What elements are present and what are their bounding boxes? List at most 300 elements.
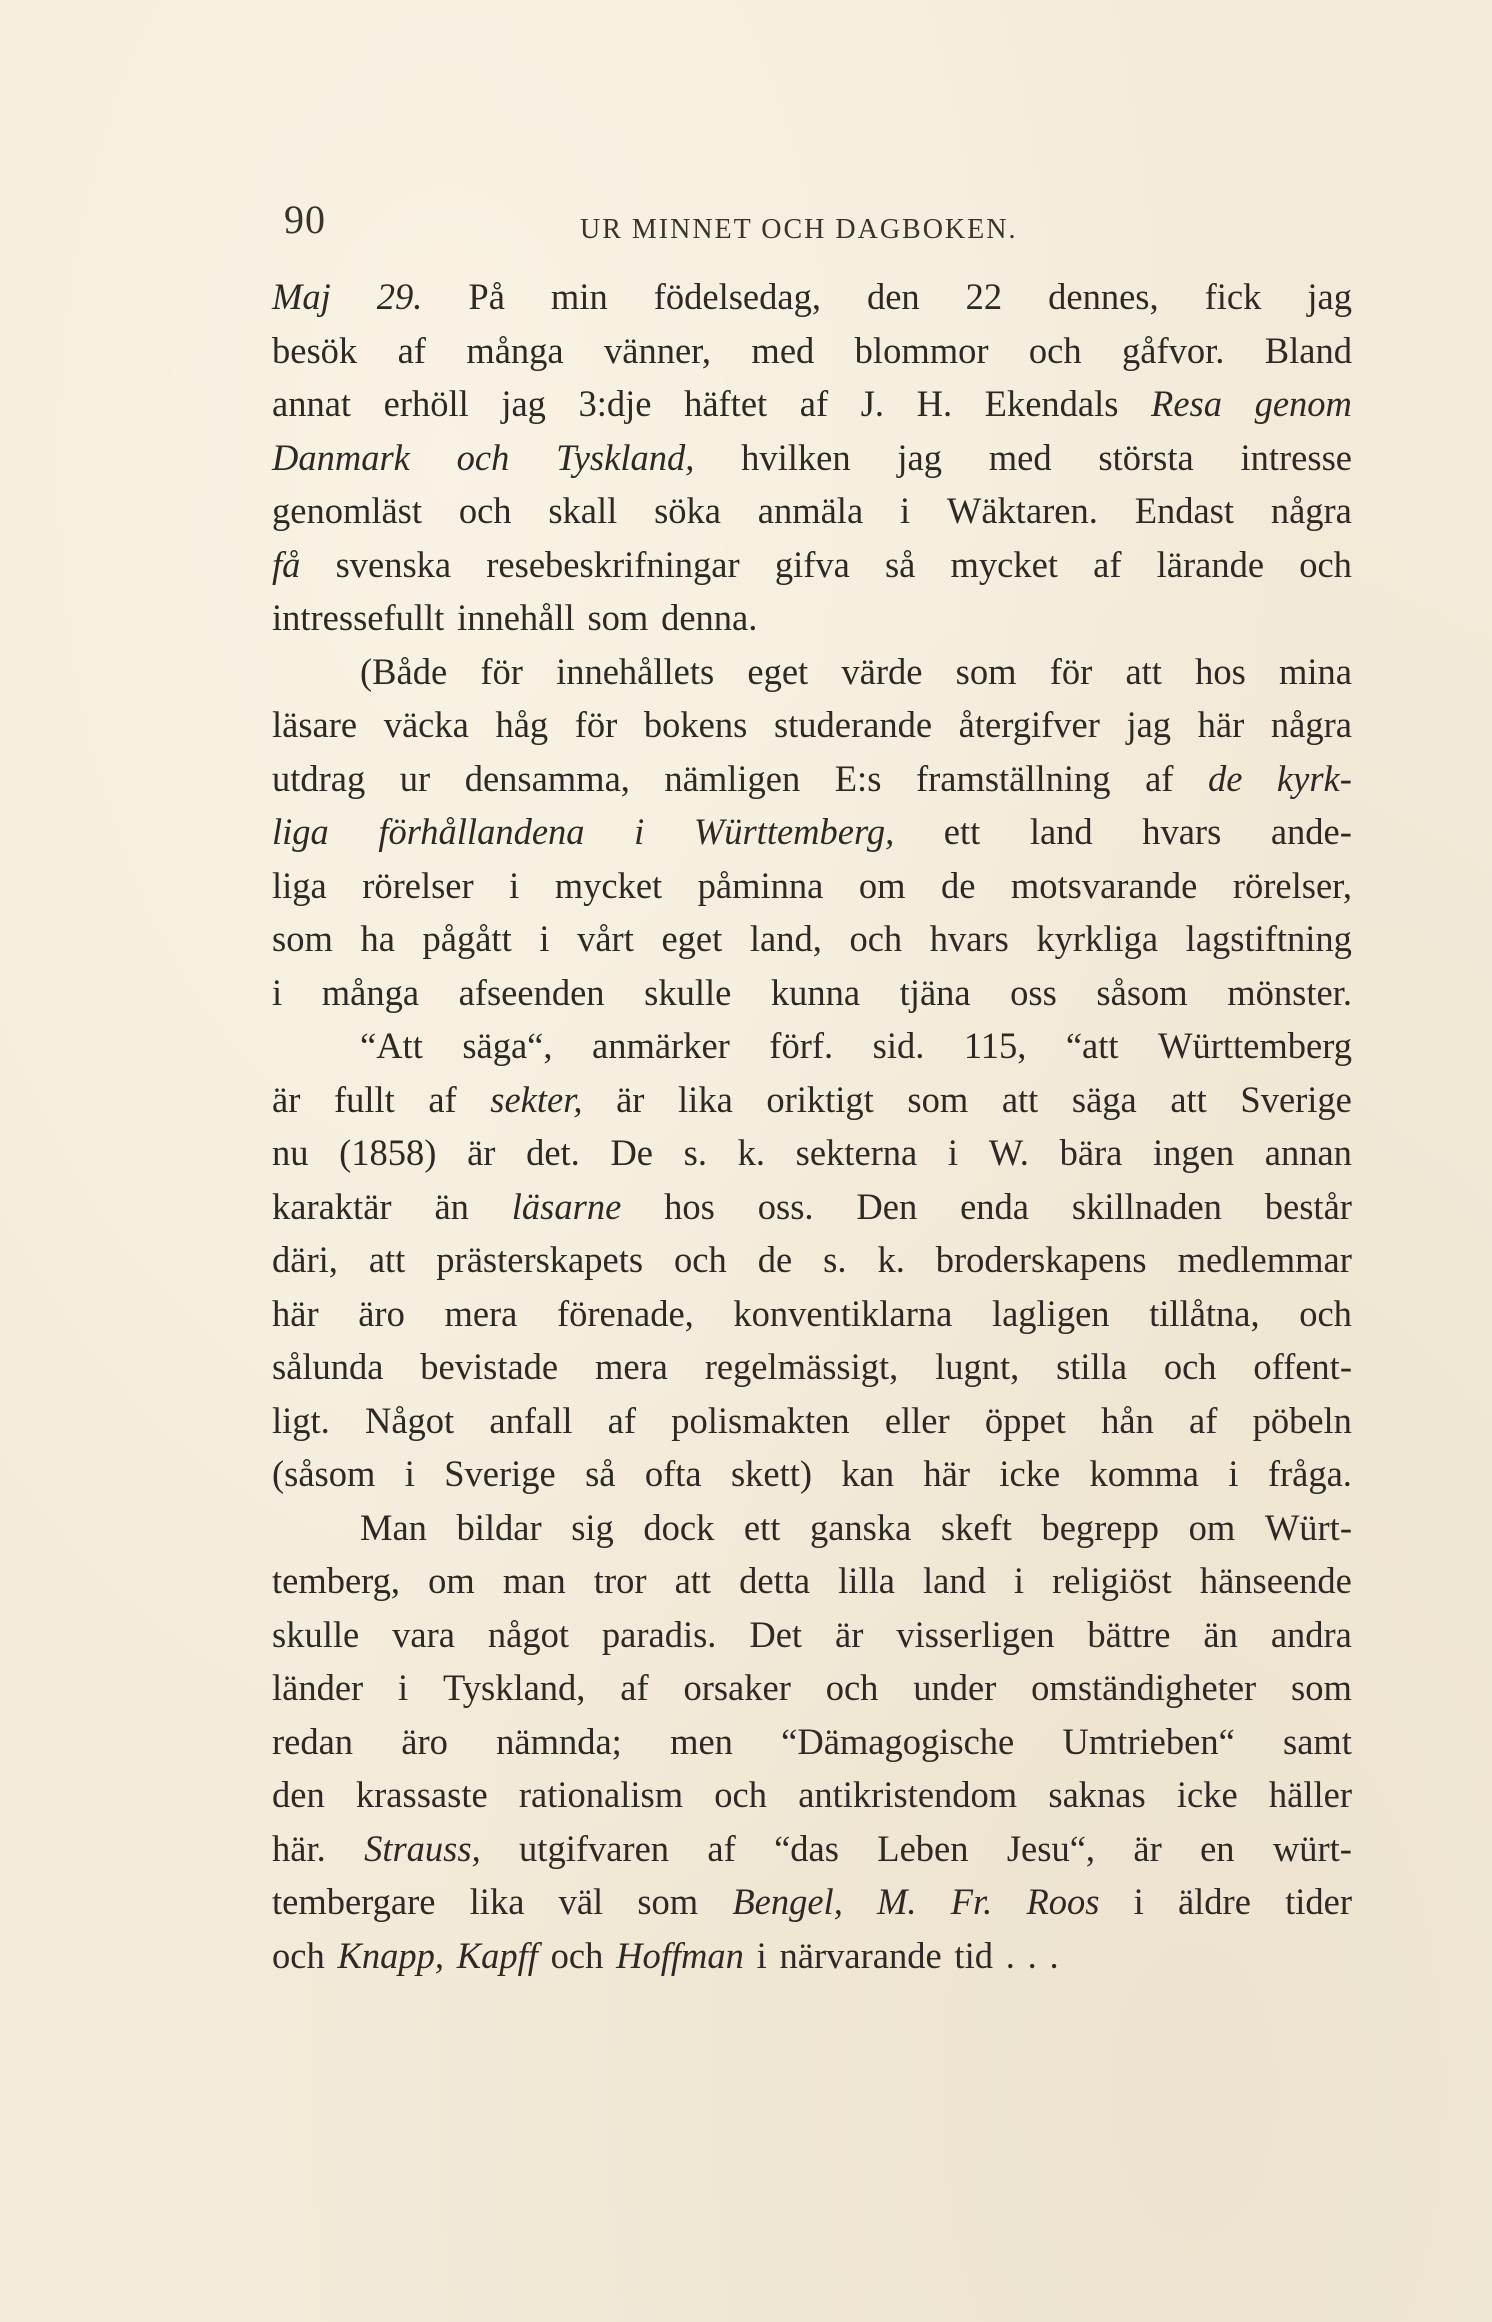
text-line <box>272 1019 1352 1073</box>
word: ett <box>743 1506 781 1548</box>
word: icke <box>1176 1774 1238 1815</box>
word: omständigheter <box>1031 1667 1257 1708</box>
text-line <box>272 1126 1352 1180</box>
word: skeft <box>940 1506 1012 1548</box>
word: om <box>428 1560 475 1601</box>
word: äro <box>401 1720 448 1762</box>
word: kunna <box>770 971 861 1013</box>
word: man <box>502 1560 566 1601</box>
word: tembergare <box>272 1881 436 1922</box>
text-line <box>272 591 1352 645</box>
italic-word: Bengel, <box>732 1881 843 1922</box>
word: eget <box>747 650 809 692</box>
word: . <box>1005 1934 1015 1976</box>
word: länder <box>272 1667 364 1708</box>
word: är <box>1133 1827 1162 1869</box>
word: mycket <box>554 864 663 906</box>
word: konventiklarna <box>733 1292 953 1334</box>
word: innehållets <box>556 650 715 692</box>
word: anmärker <box>592 1025 730 1066</box>
word: nämnda; <box>496 1720 622 1762</box>
word: (Både <box>360 650 448 692</box>
word: och <box>1028 329 1082 371</box>
italic-word: Danmark <box>272 436 410 478</box>
word: som <box>587 597 649 638</box>
word: af <box>1093 543 1122 585</box>
italic-word: Knapp, <box>337 1934 444 1976</box>
word: som <box>637 1881 699 1922</box>
text-line <box>272 752 1352 806</box>
italic-word: få <box>272 543 301 585</box>
text-line <box>272 1661 1352 1715</box>
word: Umtrieben“ <box>1062 1720 1235 1762</box>
italic-word: Maj <box>272 276 331 317</box>
word: och <box>1299 543 1352 585</box>
word: samt <box>1283 1720 1352 1762</box>
word: äldre <box>1177 1881 1251 1922</box>
word: och <box>674 1239 727 1280</box>
word: “Att <box>360 1025 423 1066</box>
word: annat <box>272 383 352 424</box>
word: jag <box>501 383 546 424</box>
word: ande- <box>1270 811 1352 852</box>
word: återgifver <box>958 704 1100 745</box>
word: i <box>404 1453 415 1494</box>
word: studerande <box>773 704 933 745</box>
text-line <box>272 484 1352 538</box>
word: säga“, <box>462 1025 553 1066</box>
word: lagligen <box>991 1292 1110 1334</box>
word: för <box>574 704 618 745</box>
italic-word: M. <box>877 1881 917 1922</box>
word: däri, <box>272 1239 338 1280</box>
word: vårt <box>577 918 634 959</box>
word: många <box>321 971 420 1013</box>
word: De <box>610 1132 654 1173</box>
word: afseenden <box>458 971 605 1013</box>
word: rörelser, <box>1232 864 1352 906</box>
text-line <box>272 431 1352 485</box>
word: 3:dje <box>578 383 652 424</box>
word: Något <box>365 1399 455 1441</box>
word: icke <box>999 1453 1061 1494</box>
word: annan <box>1264 1132 1352 1173</box>
word: genomläst <box>272 490 423 531</box>
word: motsvarande <box>1010 864 1198 906</box>
italic-word: genom <box>1254 383 1352 424</box>
italic-word: Kapff <box>456 1934 538 1976</box>
word: och <box>849 918 903 959</box>
word: af <box>607 1399 637 1441</box>
word: (såsom <box>272 1453 376 1494</box>
word: att <box>368 1239 406 1280</box>
text-line <box>272 805 1352 859</box>
italic-word: Strauss, <box>364 1827 481 1869</box>
word: pågått <box>422 918 512 959</box>
word: tjäna <box>899 971 971 1013</box>
word: land, <box>749 918 822 959</box>
word: än <box>1203 1613 1238 1655</box>
word: af <box>397 329 426 371</box>
text-line <box>272 1608 1352 1662</box>
word: religiöst <box>1052 1560 1172 1601</box>
word: blommor <box>854 329 989 371</box>
word: E:s <box>834 757 882 799</box>
word: s. <box>823 1239 847 1280</box>
word: oss. <box>757 1185 814 1227</box>
word: som <box>272 918 333 959</box>
word: lika <box>469 1881 525 1922</box>
word: i <box>756 1934 767 1976</box>
word: och <box>550 1934 604 1976</box>
word: närvarande <box>779 1934 942 1976</box>
word: fråga. <box>1267 1453 1352 1494</box>
word: H. <box>916 383 953 424</box>
word: rationalism <box>518 1774 684 1815</box>
word: Jesu“, <box>1006 1827 1096 1869</box>
word: att <box>1170 1078 1207 1120</box>
word: i <box>272 971 283 1013</box>
word: framställning <box>915 757 1111 799</box>
word: lilla <box>838 1560 895 1601</box>
text-line <box>272 1501 1352 1555</box>
italic-word: Fr. <box>950 1881 993 1922</box>
word: ofta <box>644 1453 702 1494</box>
italic-word: Tyskland, <box>556 436 695 478</box>
word: och <box>272 1934 325 1976</box>
word: lugnt, <box>935 1346 1020 1387</box>
word: min <box>550 276 608 317</box>
word: här. <box>272 1827 326 1869</box>
word: stilla <box>1056 1346 1128 1387</box>
word: J. <box>860 383 885 424</box>
word: bära <box>1059 1132 1123 1173</box>
word: något <box>487 1613 569 1655</box>
word: kyrkliga <box>1036 918 1159 959</box>
text-line <box>272 1394 1352 1448</box>
text-line <box>272 966 1352 1020</box>
word: är <box>467 1132 496 1173</box>
word: (1858) <box>339 1132 437 1173</box>
word: bevistade <box>420 1346 559 1387</box>
italic-word: förhållandena <box>378 811 585 852</box>
word: k. <box>737 1132 766 1173</box>
word: ha <box>360 918 395 959</box>
word: andra <box>1270 1613 1352 1655</box>
word: under <box>913 1667 997 1708</box>
text-line <box>272 1822 1352 1876</box>
word: utgifvaren <box>519 1827 670 1869</box>
word: Man <box>360 1506 427 1548</box>
word: lagstiftning <box>1185 918 1352 959</box>
word: och <box>1299 1292 1352 1334</box>
word: krassaste <box>355 1774 488 1815</box>
word: är <box>835 1613 864 1655</box>
word: många <box>466 329 564 371</box>
body-text <box>272 270 1352 1982</box>
word: om <box>1188 1506 1236 1548</box>
word: af <box>707 1827 736 1869</box>
word: visserligen <box>896 1613 1055 1655</box>
word: födelsedag, <box>653 276 821 317</box>
word: af <box>1189 1399 1218 1441</box>
word: i <box>398 1667 409 1708</box>
word: af <box>799 383 829 424</box>
word: antikristendom <box>798 1774 1018 1815</box>
word: regelmässigt, <box>704 1346 899 1387</box>
word: håg <box>495 704 549 745</box>
word: erhöll <box>383 383 469 424</box>
word: karaktär <box>272 1185 392 1227</box>
word: jag <box>1307 276 1352 317</box>
word: läsare <box>272 704 358 745</box>
word: säga <box>1071 1078 1137 1120</box>
word: tror <box>593 1560 647 1601</box>
word: Württemberg <box>1158 1025 1352 1066</box>
text-line <box>272 1180 1352 1234</box>
running-head: UR MINNET OCH DAGBOKEN. <box>580 214 1018 245</box>
word: utdrag <box>272 757 366 799</box>
text-line <box>272 859 1352 913</box>
word: svenska <box>335 543 452 585</box>
word: bättre <box>1087 1613 1171 1655</box>
italic-word: kyrk- <box>1276 757 1352 799</box>
word: af <box>428 1078 457 1120</box>
italic-word: Resa <box>1151 383 1222 424</box>
word: i <box>947 1132 959 1173</box>
word: hänseende <box>1199 1560 1352 1601</box>
text-line <box>272 1715 1352 1769</box>
text-line <box>272 698 1352 752</box>
word: de <box>757 1239 793 1280</box>
text-line <box>272 270 1352 324</box>
word: Det <box>749 1613 803 1655</box>
word: med <box>751 329 815 371</box>
word: mina <box>1279 650 1352 692</box>
word: i <box>509 864 520 906</box>
word: nämligen <box>664 757 801 799</box>
word: ligt. <box>272 1399 330 1441</box>
word: i <box>899 490 911 531</box>
word: ganska <box>809 1506 912 1548</box>
word: anmäla <box>757 490 864 531</box>
word: i <box>1013 1560 1025 1601</box>
word: Den <box>856 1185 918 1227</box>
word: är <box>272 1078 301 1120</box>
word: några <box>1270 490 1352 531</box>
italic-word: liga <box>272 811 329 852</box>
word: som <box>955 650 1017 692</box>
word: saknas <box>1048 1774 1146 1815</box>
word: största <box>1098 436 1194 478</box>
word: W. <box>988 1132 1029 1173</box>
word: Ekendals <box>984 383 1119 424</box>
word: dock <box>643 1506 715 1548</box>
word: en <box>1200 1827 1235 1869</box>
word: de <box>940 864 976 906</box>
word: är <box>616 1078 645 1120</box>
word: väcka <box>383 704 469 745</box>
word: mycket <box>950 543 1058 585</box>
word: det. <box>526 1132 580 1173</box>
word: häller <box>1268 1774 1352 1815</box>
word: vara <box>392 1613 455 1655</box>
word: skulle <box>272 1613 360 1655</box>
word: skillnaden <box>1071 1185 1222 1227</box>
text-line <box>272 324 1352 378</box>
word: Wäktaren. <box>946 490 1098 531</box>
word: densamma, <box>464 757 630 799</box>
word: ingen <box>1153 1132 1235 1173</box>
word: begrepp <box>1041 1506 1160 1548</box>
word: som <box>1291 1667 1352 1708</box>
word: hvars <box>1142 811 1222 852</box>
word: såsom <box>1096 971 1188 1013</box>
word: På <box>468 276 505 317</box>
word: resebeskrifningar <box>486 543 740 585</box>
word: hvilken <box>741 436 851 478</box>
word: pöbeln <box>1252 1399 1352 1441</box>
word: fullt <box>333 1078 395 1120</box>
text-line <box>272 1929 1352 1983</box>
word: att <box>1001 1078 1039 1120</box>
italic-word: i <box>634 811 645 852</box>
italic-word: Württemberg, <box>693 811 895 852</box>
word: liga <box>272 864 327 906</box>
word: häftet <box>684 383 768 424</box>
word: här <box>923 1453 971 1494</box>
text-line <box>272 912 1352 966</box>
text-line <box>272 1875 1352 1929</box>
text-line <box>272 1554 1352 1608</box>
word: Sverige <box>444 1453 556 1494</box>
word: hos <box>664 1185 715 1227</box>
word: tider <box>1285 1881 1352 1922</box>
word: af <box>1145 757 1174 799</box>
word: för <box>480 650 523 692</box>
word: rörelser <box>362 864 474 906</box>
word: och <box>458 490 512 531</box>
word: påminna <box>697 864 824 906</box>
word: dennes, <box>1048 276 1159 317</box>
word: sig <box>571 1506 614 1548</box>
word: väl <box>558 1881 604 1922</box>
word: så <box>884 543 916 585</box>
word: . <box>1049 1934 1059 1976</box>
word: “das <box>774 1827 839 1869</box>
word: här <box>1197 704 1245 745</box>
word: bildar <box>456 1506 542 1548</box>
word: orsaker <box>683 1667 791 1708</box>
page-number: 90 <box>284 197 326 242</box>
word: den <box>866 276 920 317</box>
word: Endast <box>1134 490 1235 531</box>
word: några <box>1270 704 1352 745</box>
word: ur <box>399 757 431 799</box>
italic-word: 29. <box>376 276 423 317</box>
word: polismakten <box>671 1399 850 1441</box>
word: Würt- <box>1264 1506 1352 1548</box>
word: jag <box>897 436 942 478</box>
word: öppet <box>984 1399 1066 1441</box>
word: här <box>272 1292 319 1334</box>
word: och <box>714 1774 767 1815</box>
word: värde <box>841 650 923 692</box>
word: fick <box>1204 276 1262 317</box>
word: med <box>988 436 1052 478</box>
word: “Dämagogische <box>781 1720 1015 1762</box>
word: detta <box>739 1560 811 1601</box>
word: Tyskland, <box>443 1667 586 1708</box>
italic-word: de <box>1207 757 1243 799</box>
word: hån <box>1101 1399 1154 1441</box>
word: att <box>674 1560 712 1601</box>
text-line <box>272 1233 1352 1287</box>
word: denna. <box>661 597 758 638</box>
word: komma <box>1089 1453 1199 1494</box>
word: enda <box>960 1185 1029 1227</box>
word: söka <box>654 490 721 531</box>
word: mera <box>594 1346 668 1387</box>
word: vänner, <box>604 329 712 371</box>
word: kan <box>841 1453 895 1494</box>
word: i <box>539 918 550 959</box>
word: 22 <box>965 276 1003 317</box>
italic-word: och <box>456 436 510 478</box>
word: broderskapens <box>935 1239 1147 1280</box>
word: Sverige <box>1240 1078 1352 1120</box>
word: temberg, <box>272 1560 401 1601</box>
word: sid. <box>872 1025 925 1066</box>
word: oss <box>1010 971 1057 1013</box>
word: prästerskapets <box>436 1239 644 1280</box>
word: tillåtna, <box>1149 1292 1260 1334</box>
italic-word: Hoffman <box>616 1934 744 1976</box>
word: tid <box>954 1934 993 1976</box>
word: förenade, <box>557 1292 694 1334</box>
word: skett) <box>730 1453 813 1494</box>
word: äro <box>358 1292 405 1334</box>
word: anfall <box>489 1399 573 1441</box>
word: att <box>1125 650 1162 692</box>
text-line <box>272 1447 1352 1501</box>
word: 115, <box>963 1025 1027 1066</box>
word: hvars <box>929 918 1009 959</box>
word: intresse <box>1240 436 1352 478</box>
word: land <box>923 1560 986 1601</box>
word: ett <box>943 811 981 852</box>
word: gåfvor. <box>1122 329 1225 371</box>
word: än <box>434 1185 469 1227</box>
word: jag <box>1126 704 1172 745</box>
text-line <box>272 645 1352 699</box>
word: skulle <box>644 971 732 1013</box>
word: i <box>1228 1453 1239 1494</box>
word: offent- <box>1253 1346 1352 1387</box>
word: men <box>670 1720 733 1762</box>
word: gifva <box>774 543 850 585</box>
word: eget <box>661 918 723 959</box>
word: oriktigt <box>766 1078 874 1120</box>
word: och <box>1163 1346 1217 1387</box>
word: medlemmar <box>1177 1239 1352 1280</box>
word: så <box>585 1453 616 1494</box>
word: af <box>620 1667 649 1708</box>
word: hos <box>1195 650 1246 692</box>
word: för <box>1049 650 1093 692</box>
word: innehåll <box>457 597 575 638</box>
word: sekterna <box>795 1132 918 1173</box>
